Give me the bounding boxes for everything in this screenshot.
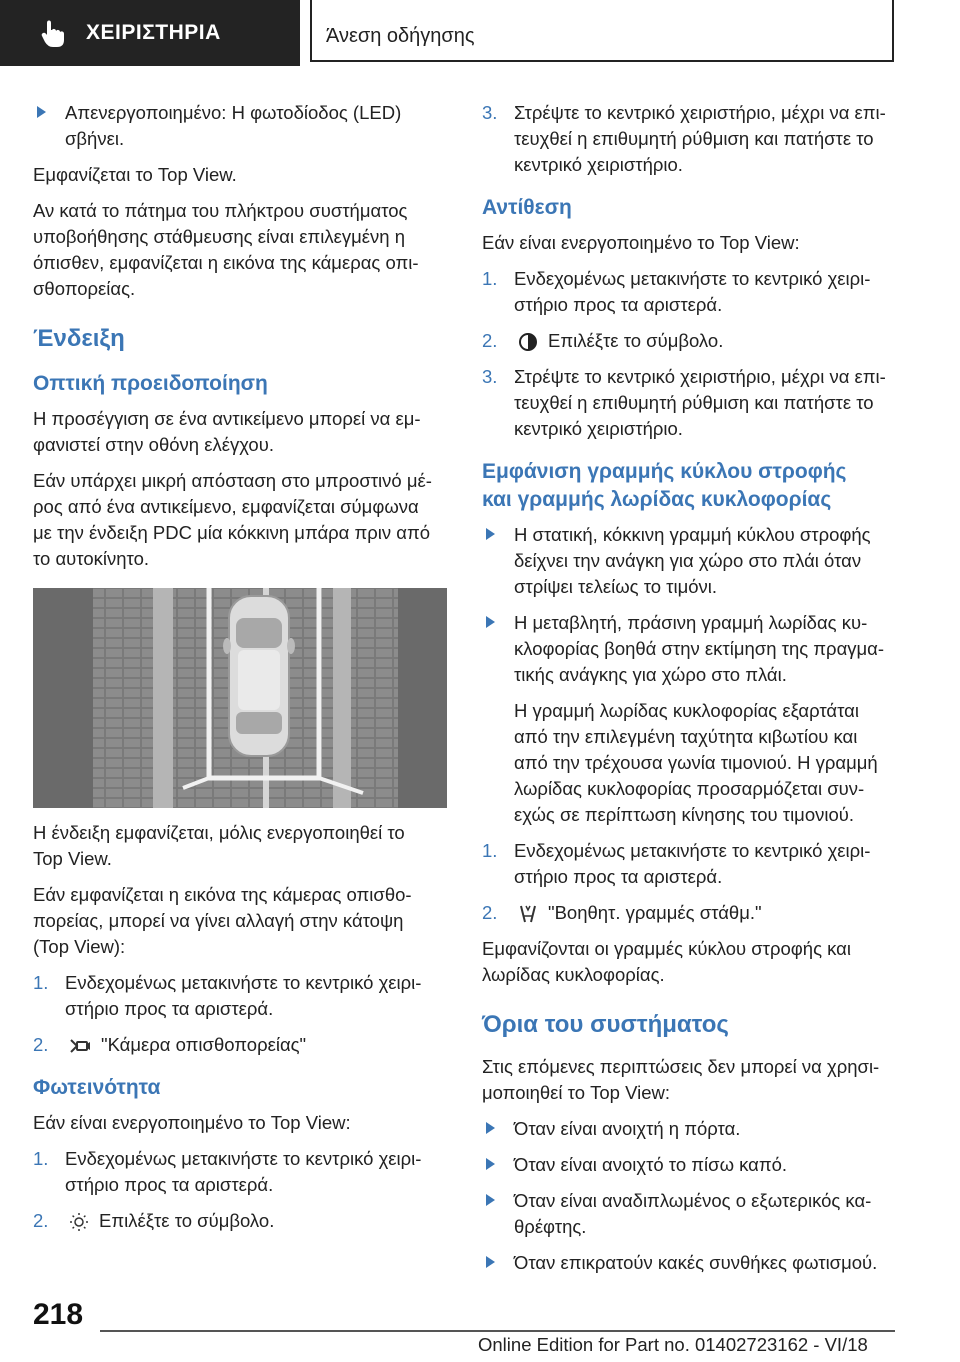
list-item: 2. "Βοηθητ. γραμμές στάθμ." — [482, 900, 902, 926]
top-view-illustration — [33, 588, 447, 808]
paragraph: Στις επόμενες περιπτώσεις δεν μπορεί να χρησι‐ μοποιηθεί το Top View: — [482, 1056, 880, 1103]
footer-divider — [100, 1330, 895, 1332]
list-item: Όταν επικρατούν κακές συνθήκες φωτισμού. — [482, 1250, 902, 1276]
heading-brightness: Φωτεινότητα — [33, 1076, 161, 1099]
paragraph: Εάν είναι ενεργοποιημένο το Top View: — [482, 232, 800, 253]
list-item: 1. Ενδεχομένως μετακινήστε το κεντρικό χειρι‐ στήριο προς τα αριστερά. — [33, 1148, 422, 1195]
edition-text: Online Edition for Part no. 01402723162 - VI/18 — [478, 1334, 868, 1355]
list-item: Όταν είναι ανοιχτό το πίσω καπό. — [482, 1152, 902, 1178]
heading-system-limits: Όρια του συστήματος — [482, 1011, 729, 1038]
list-item: 1. Ενδεχομένως μετακινήστε το κεντρικό χειρι‐ στήριο προς τα αριστερά. — [33, 972, 422, 1019]
step-number: 2. — [482, 330, 498, 351]
manual-tab — [0, 0, 300, 66]
step-number: 1. — [33, 972, 49, 993]
top-view-image — [33, 588, 447, 808]
list-item: Απενεργοποιημένο: Η φωτοδίοδος (LED) σβήνει. — [33, 100, 453, 152]
bullet-triangle-icon — [486, 1122, 495, 1134]
camera-icon — [69, 1037, 91, 1055]
heading-display-lines: Εμφάνιση γραμμής κύκλου στροφής και γραμμής λωρίδας κυκλοφορίας — [482, 460, 847, 511]
step-number: 3. — [482, 102, 498, 123]
step-number: 1. — [33, 1148, 49, 1169]
paragraph: Αν κατά το πάτημα του πλήκτρου συστήματος υποβοήθησης στάθμευσης είναι επιλεγμένη η όπισθεν, εμφανίζεται η εικόνα της κάμερας οπι‐ σθοπορείας. — [33, 200, 419, 299]
bullet-triangle-icon — [486, 528, 495, 540]
page-number: 218 — [33, 1298, 84, 1331]
list-item: Όταν είναι ανοιχτή η πόρτα. — [482, 1116, 902, 1142]
paragraph: Εάν εμφανίζεται η εικόνα της κάμερας οπισθο‐ πορείας, μπορεί να γίνει αλλαγή στην κάτοψη (Top View): — [33, 884, 412, 957]
step-number: 2. — [482, 902, 498, 923]
list-item: 3. Στρέψτε το κεντρικό χειριστήριο, μέχρι να επι‐ τευχθεί η επιθυμητή ρύθμιση και πατήστε το κεντρικό χειριστήριο. — [482, 102, 886, 175]
paragraph: Η προσέγγιση σε ένα αντικείμενο μπορεί να εμ‐ φανιστεί στην οθόνη ελέγχου. — [33, 408, 421, 455]
list-item: 1. Ενδεχομένως μετακινήστε το κεντρικό χειρι‐ στήριο προς τα αριστερά. — [482, 840, 871, 887]
paragraph: Εμφανίζεται το Top View. — [33, 164, 237, 185]
step-number: 3. — [482, 366, 498, 387]
bullet-triangle-icon — [486, 1194, 495, 1206]
right-column — [482, 100, 902, 1286]
brightness-icon — [69, 1212, 89, 1232]
hand-pointer-icon — [38, 19, 68, 49]
paragraph: Εάν είναι ενεργοποιημένο το Top View: — [33, 1112, 351, 1133]
list-item: 3. Στρέψτε το κεντρικό χειριστήριο, μέχρι να επι‐ τευχθεί η επιθυμητή ρύθμιση και πατήστε το κεντρικό χειριστήριο. — [482, 366, 886, 439]
bullet-triangle-icon — [486, 1256, 495, 1268]
bullet-triangle-icon — [486, 616, 495, 628]
paragraph: Εμφανίζονται οι γραμμές κύκλου στροφής και λωρίδας κυκλοφορίας. — [482, 938, 851, 985]
bullet-triangle-icon — [37, 106, 46, 118]
contrast-icon — [518, 332, 538, 352]
paragraph: Η ένδειξη εμφανίζεται, μόλις ενεργοποιηθεί το Top View. — [33, 822, 405, 869]
list-item: 2. Επιλέξτε το σύμβολο. — [482, 328, 902, 354]
manual-title: ΧΕΙΡΙΣΤΗΡΙΑ — [86, 21, 221, 44]
bullet-triangle-icon — [486, 1158, 495, 1170]
step-number: 2. — [33, 1210, 49, 1231]
list-item: 1. Ενδεχομένως μετακινήστε το κεντρικό χειρι‐ στήριο προς τα αριστερά. — [482, 268, 871, 315]
list-item: Η στατική, κόκκινη γραμμή κύκλου στροφής δείχνει την ανάγκη για χώρο στο πλάι όταν στρίψει τελείως το τιμόνι. — [482, 522, 902, 600]
page-header — [0, 0, 960, 66]
step-number: 2. — [33, 1034, 49, 1055]
list-item: Η μεταβλητή, πράσινη γραμμή λωρίδας κυ‐ κλοφορίας βοηθά στην εκτίμηση της πραγμα‐ τικής ανάγκης για χώρο στο πλάι. — [482, 610, 902, 688]
heading-contrast: Αντίθεση — [482, 196, 572, 219]
section-title: Άνεση οδήγησης — [326, 25, 475, 47]
heading-optical-warning: Οπτική προειδοποίηση — [33, 372, 268, 395]
left-column — [33, 100, 453, 1244]
step-number: 1. — [482, 840, 498, 861]
step-number: 1. — [482, 268, 498, 289]
section-header — [310, 0, 894, 62]
list-item: 2. "Κάμερα οπισθοπορείας" — [33, 1032, 453, 1058]
list-item: Όταν είναι αναδιπλωμένος ο εξωτερικός κα‐ θρέφτης. — [482, 1188, 902, 1240]
list-item: 2. Επιλέξτε το σύμβολο. — [33, 1208, 453, 1234]
paragraph: Η γραμμή λωρίδας κυκλοφορίας εξαρτάται από την επιλεγμένη ταχύτητα κιβωτίου και από την τρέχουσα γωνία τιμονιού. Η γραμμή λωρίδας κυκλοφορίας προσαρμόζεται συν‐ εχώς σε περίπτωση κίνησης του τιμονιού. — [514, 700, 878, 825]
parking-lines-icon — [518, 904, 538, 924]
heading-indication: Ένδειξη — [33, 325, 125, 352]
paragraph: Εάν υπάρχει μικρή απόσταση στο μπροστινό μέ‐ ρος από ένα αντικείμενο, εμφανίζεται σύμφωνα με την ένδειξη PDC μία κόκκινη μπάρα πριν από το αυτοκίνητο. — [33, 470, 432, 569]
